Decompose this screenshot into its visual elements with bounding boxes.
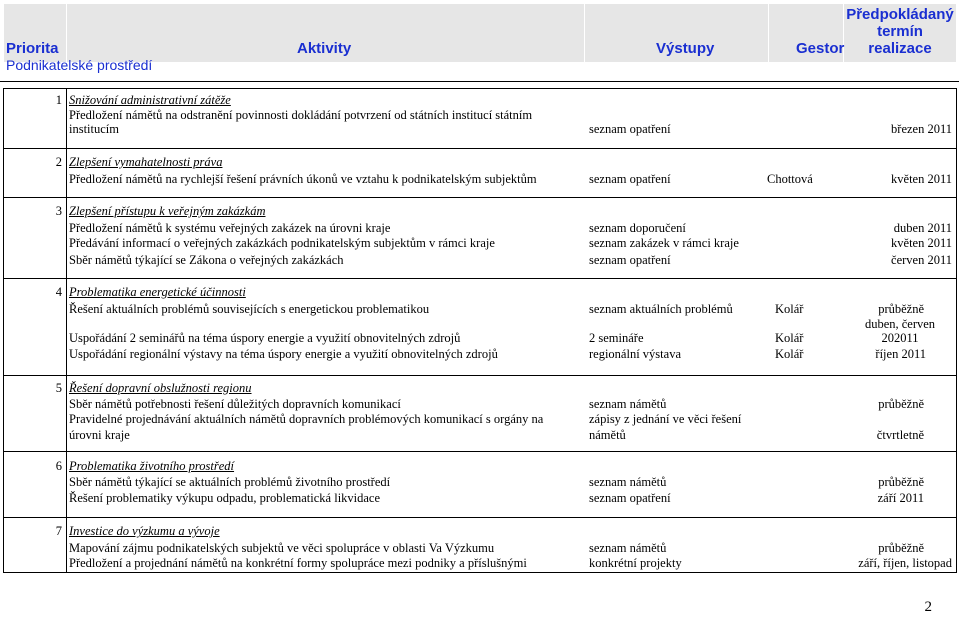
term-text: 202011 [881, 331, 919, 345]
activity-text: Předložení námětů na rychlejší řešení právních úkonů ve vztahu k podnikatelským subjektům [69, 172, 537, 186]
output-text: konkrétní projekty [589, 556, 682, 570]
section-heading: Zlepšení vymahatelnosti práva [69, 155, 223, 169]
header-termin-line1: Předpokládaný [846, 6, 954, 23]
term-text: čtvrtletně [876, 428, 924, 442]
term-text: květen 2011 [891, 172, 952, 186]
page-number: 2 [924, 599, 932, 615]
section-heading: Investice do výzkumu a vývoje [69, 524, 220, 538]
activity-text: Předložení a projednání námětů na konkrétní formy spolupráce mezi podniky a příslušnými [69, 556, 527, 570]
output-text: seznam námětů [589, 475, 667, 489]
header-bottom-rule [0, 81, 959, 82]
output-text: seznam opatření [589, 172, 671, 186]
output-text: námětů [589, 428, 626, 442]
term-text: průběžně [878, 541, 924, 555]
gestor-text: Chottová [767, 172, 813, 186]
table-right-border [956, 88, 957, 573]
output-text: seznam opatření [589, 253, 671, 267]
activity-text: úrovni kraje [69, 428, 130, 442]
row-divider [3, 517, 957, 518]
section-number: 4 [55, 285, 62, 299]
section-number: 2 [55, 155, 62, 169]
header-termin-line2: termín [877, 23, 923, 40]
row-divider [3, 278, 957, 279]
activity-text: Uspořádání 2 seminářů na téma úspory energie a využití obnovitelných zdrojů [69, 331, 461, 345]
output-text: seznam opatření [589, 491, 671, 505]
term-text: duben, červen [864, 317, 936, 331]
activity-text: Sběr námětů týkající se Zákona o veřejných zakázkách [69, 253, 344, 267]
column-divider [66, 88, 67, 573]
activity-text: Řešení problematiky výkupu odpadu, problematická likvidace [69, 491, 381, 505]
term-text: červen 2011 [891, 253, 952, 267]
section-number: 3 [55, 204, 62, 218]
section-heading: Snižování administrativní zátěže [69, 93, 231, 107]
header-priorita: Priorita [6, 40, 59, 57]
term-text: duben 2011 [893, 221, 952, 235]
output-text: regionální výstava [589, 347, 681, 361]
activity-text: Předložení námětů na odstranění povinnosti dokládání potvrzení od státních institucí státním [69, 108, 533, 122]
header-aktivity: Aktivity [297, 40, 352, 57]
row-divider [3, 88, 957, 89]
activity-text: Uspořádání regionální výstavy na téma úspory energie a využití obnovitelných zdrojů [69, 347, 498, 361]
activity-text: Mapování zájmu podnikatelských subjektů ve věci spolupráce v oblasti Va Výzkumu [69, 541, 495, 555]
section-number: 1 [55, 93, 62, 107]
output-text: seznam námětů [589, 541, 667, 555]
output-text: seznam námětů [589, 397, 667, 411]
gestor-text: Kolář [775, 302, 804, 316]
output-text: seznam zakázek v rámci kraje [589, 236, 739, 250]
activity-text: Předložení námětů k systému veřejných zakázek na úrovni kraje [69, 221, 391, 235]
header-vystupy: Výstupy [656, 40, 715, 57]
activity-text: Předávání informací o veřejných zakázkách podnikatelským subjektům v rámci kraje [69, 236, 495, 250]
activity-text: Sběr námětů týkající se aktuálních problémů životního prostředí [69, 475, 391, 489]
output-text: seznam aktuálních problémů [589, 302, 733, 316]
header-termin-line3: realizace [868, 40, 932, 57]
term-text: průběžně [878, 475, 924, 489]
gestor-text: Kolář [775, 347, 804, 361]
output-text: seznam doporučení [589, 221, 686, 235]
activity-text: Pravidelné projednávání aktuálních námětů dopravních problémových komunikací s orgány na [69, 412, 544, 426]
row-divider [3, 148, 957, 149]
term-text: září, říjen, listopad [858, 556, 952, 570]
section-title: Podnikatelské prostředí [6, 57, 153, 73]
section-heading: Zlepšení přístupu k veřejným zakázkám [69, 204, 266, 218]
section-heading: Řešení dopravní obslužnosti regionu [69, 381, 252, 395]
section-heading: Problematika životního prostředí [69, 459, 235, 473]
row-divider [3, 451, 957, 452]
section-number: 5 [55, 381, 62, 395]
output-text: zápisy z jednání ve věci řešení [589, 412, 742, 426]
row-divider [3, 197, 957, 198]
output-text: 2 semináře [589, 331, 644, 345]
term-text: průběžně [878, 302, 924, 316]
header-gestor: Gestor [796, 40, 845, 57]
activity-text: Řešení aktuálních problémů souvisejících s energetickou problematikou [69, 302, 430, 316]
row-divider [3, 375, 957, 376]
output-text: seznam opatření [589, 122, 671, 136]
term-text: březen 2011 [891, 122, 952, 136]
activity-text: institucím [69, 122, 119, 136]
section-heading: Problematika energetické účinnosti [69, 285, 246, 299]
table-bottom-border [3, 572, 957, 573]
term-text: květen 2011 [891, 236, 952, 250]
section-number: 7 [55, 524, 62, 538]
activity-text: Sběr námětů potřebnosti řešení důležitých dopravních komunikací [69, 397, 401, 411]
term-text: říjen 2011 [875, 347, 926, 361]
term-text: září 2011 [877, 491, 924, 505]
section-number: 6 [55, 459, 62, 473]
gestor-text: Kolář [775, 331, 804, 345]
term-text: průběžně [878, 397, 924, 411]
